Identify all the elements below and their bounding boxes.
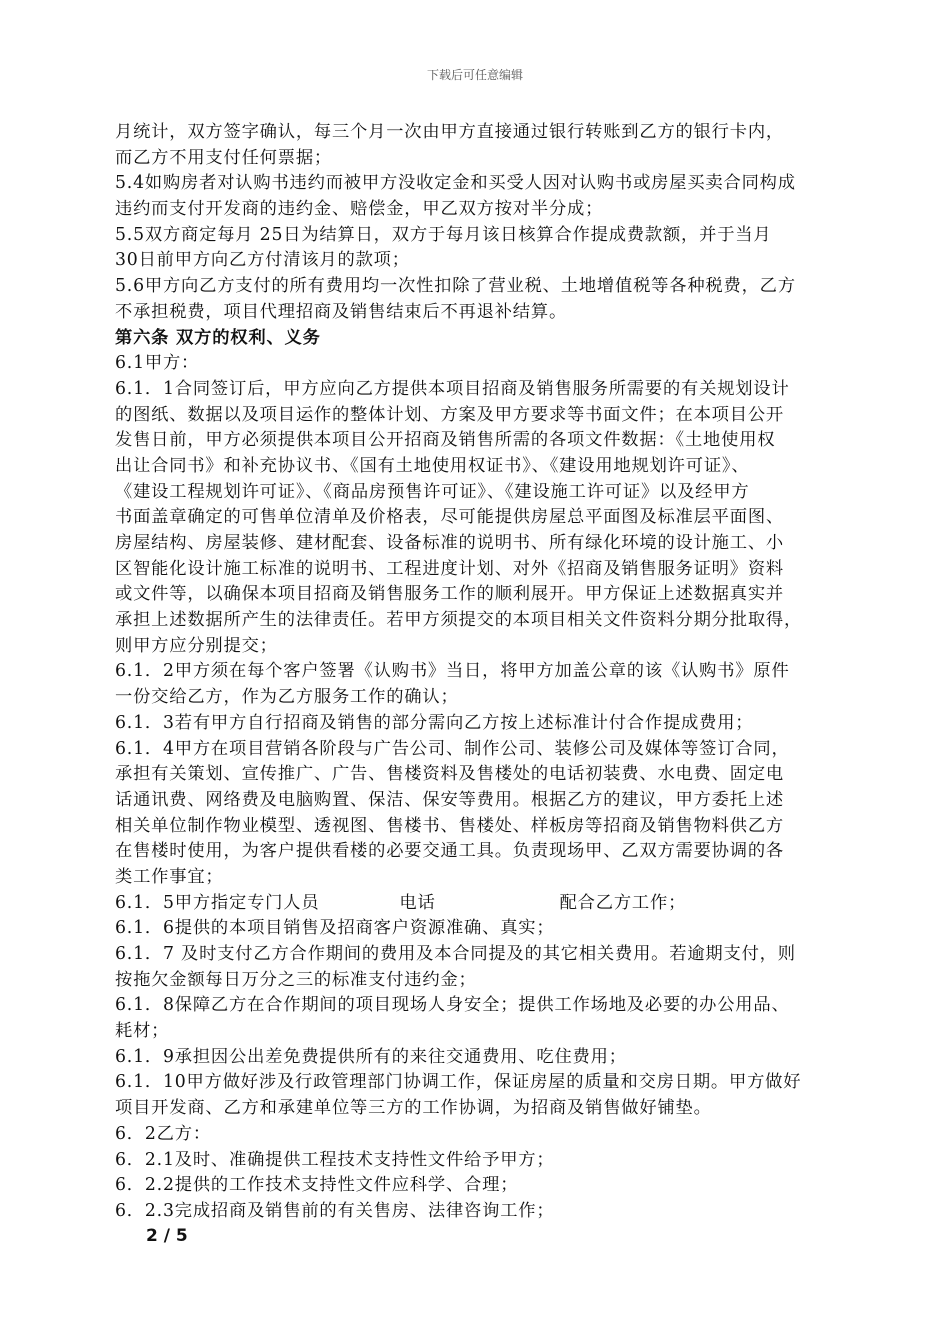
paragraph-line: 的图纸、数据以及项目运作的整体计划、方案及甲方要求等书面文件；在本项目公开 [115, 404, 785, 425]
document-body [115, 120, 837, 1225]
paragraph-line: 违约而支付开发商的违约金、赔偿金，甲乙双方按对半分成； [115, 199, 604, 220]
paragraph-line: 或文件等，以确保本项目招商及销售服务工作的顺利展开。甲方保证上述数据真实并 [115, 584, 785, 605]
paragraph-line: 则甲方应分别提交； [115, 635, 278, 656]
paragraph-line: 《建设工程规划许可证》、《商品房预售许可证》、《建设施工许可证》以及经甲方 [115, 481, 750, 502]
paragraph-line: 发售日前，甲方必须提供本项目公开招商及销售所需的各项文件数据：《土地使用权 [115, 430, 776, 451]
paragraph-line: 耗材； [115, 1021, 170, 1042]
paragraph-line: 不承担税费，项目代理招商及销售结束后不再退补结算。 [115, 301, 568, 322]
clause-6-1-5-designated-staff: 6.1．5甲方指定专门人员 [115, 892, 320, 913]
paragraph-line: 房屋结构、房屋装修、建材配套、设备标准的说明书、所有绿化环境的设计施工、小 [115, 533, 785, 553]
paragraph-line: 30日前甲方向乙方付清该月的款项； [115, 250, 410, 271]
clause-6-1-2: 6.1．2甲方须在每个客户签署《认购书》当日，将甲方加盖公章的该《认购书》原件 [115, 661, 790, 682]
page-number: 2 / 5 [146, 1226, 188, 1246]
article-6-heading: 第六条 双方的权利、义务 [115, 327, 321, 348]
paragraph-line: 出让合同书》和补充协议书、《国有土地使用权证书》、《建设用地规划许可证》、 [115, 455, 750, 476]
clause-6-2: 6．2乙方： [115, 1123, 211, 1144]
paragraph-line: 承担上述数据所产生的法律责任。若甲方须提交的本项目相关文件资料分期分批取得， [115, 610, 803, 631]
clause-6-1: 6.1甲方： [115, 353, 200, 374]
clause-6-2-2: 6．2.2提供的工作技术支持性文件应科学、合理； [115, 1175, 519, 1196]
clause-6-1-5 [115, 891, 837, 917]
paragraph-line: 按拖欠金额每日万分之三的标准支付违约金； [115, 969, 477, 990]
clause-5-6: 5.6甲方向乙方支付的所有费用均一次性扣除了营业税、土地增值税等各种税费，乙方 [115, 276, 796, 297]
clause-6-1-6: 6.1．6提供的本项目销售及招商客户资源准确、真实； [115, 918, 555, 939]
clause-6-1-5-phone-label: 电话 [399, 892, 436, 913]
paragraph-line: 月统计，双方签字确认，每三个月一次由甲方直接通过银行转账到乙方的银行卡内， [115, 122, 785, 142]
paragraph-line: 相关单位制作物业模型、透视图、售楼书、售楼处、样板房等招商及销售物料供乙方 [115, 815, 785, 836]
paragraph-line: 而乙方不用支付任何票据； [115, 147, 332, 168]
clause-5-4: 5.4如购房者对认购书违约而被甲方没收定金和买受人因对认购书或房屋买卖合同构成 [115, 173, 796, 194]
clause-6-1-4: 6.1．4甲方在项目营销各阶段与广告公司、制作公司、装修公司及媒体等签订合同， [115, 738, 790, 759]
clause-6-1-1: 6.1．1合同签订后，甲方应向乙方提供本项目招商及销售服务所需要的有关规划设计 [115, 378, 790, 399]
clause-6-2-1: 6．2.1及时、准确提供工程技术支持性文件给予甲方； [115, 1149, 555, 1170]
paragraph-line: 在售楼时使用，为客户提供看楼的必要交通工具。负责现场甲、乙双方需要协调的各 [115, 841, 785, 862]
paragraph-line: 类工作事宜； [115, 866, 224, 887]
clause-6-1-10: 6.1．10甲方做好涉及行政管理部门协调工作，保证房屋的质量和交房日期。甲方做好 [115, 1072, 802, 1093]
paragraph-line: 一份交给乙方，作为乙方服务工作的确认； [115, 687, 459, 708]
page-header-note: 下载后可任意编辑 [426, 68, 523, 82]
paragraph-line: 区智能化设计施工标准的说明书、工程进度计划、对外《招商及销售服务证明》资料 [115, 558, 785, 579]
clause-6-1-3: 6.1．3若有甲方自行招商及销售的部分需向乙方按上述标准计付合作提成费用； [115, 712, 754, 733]
clause-5-5: 5.5双方商定每月 25日为结算日，双方于每月该日核算合作提成费款额，并于当月 [115, 224, 772, 245]
paragraph-line: 承担有关策划、宣传推广、广告、售楼资料及售楼处的电话初装费、水电费、固定电 [115, 764, 785, 785]
clause-6-1-7: 6.1．7 及时支付乙方合作期间的费用及本合同提及的其它相关费用。若逾期支付，则 [115, 944, 796, 964]
clause-6-1-5-cooperate: 配合乙方工作； [559, 892, 687, 913]
clause-6-1-9: 6.1．9承担因公出差免费提供所有的来往交通费用、吃住费用； [115, 1046, 627, 1067]
paragraph-line: 项目开发商、乙方和承建单位等三方的工作协调，为招商及销售做好铺垫。 [115, 1098, 712, 1119]
clause-6-1-8: 6.1．8保障乙方在合作期间的项目现场人身安全；提供工作场地及必要的办公用品、 [115, 995, 790, 1016]
clause-6-2-3: 6．2.3完成招商及销售前的有关售房、法律咨询工作； [115, 1200, 555, 1221]
paragraph-line: 话通讯费、网络费及电脑购置、保洁、保安等费用。根据乙方的建议，甲方委托上述 [115, 789, 785, 810]
paragraph-line: 书面盖章确定的可售单位清单及价格表，尽可能提供房屋总平面图及标准层平面图、 [115, 507, 785, 528]
